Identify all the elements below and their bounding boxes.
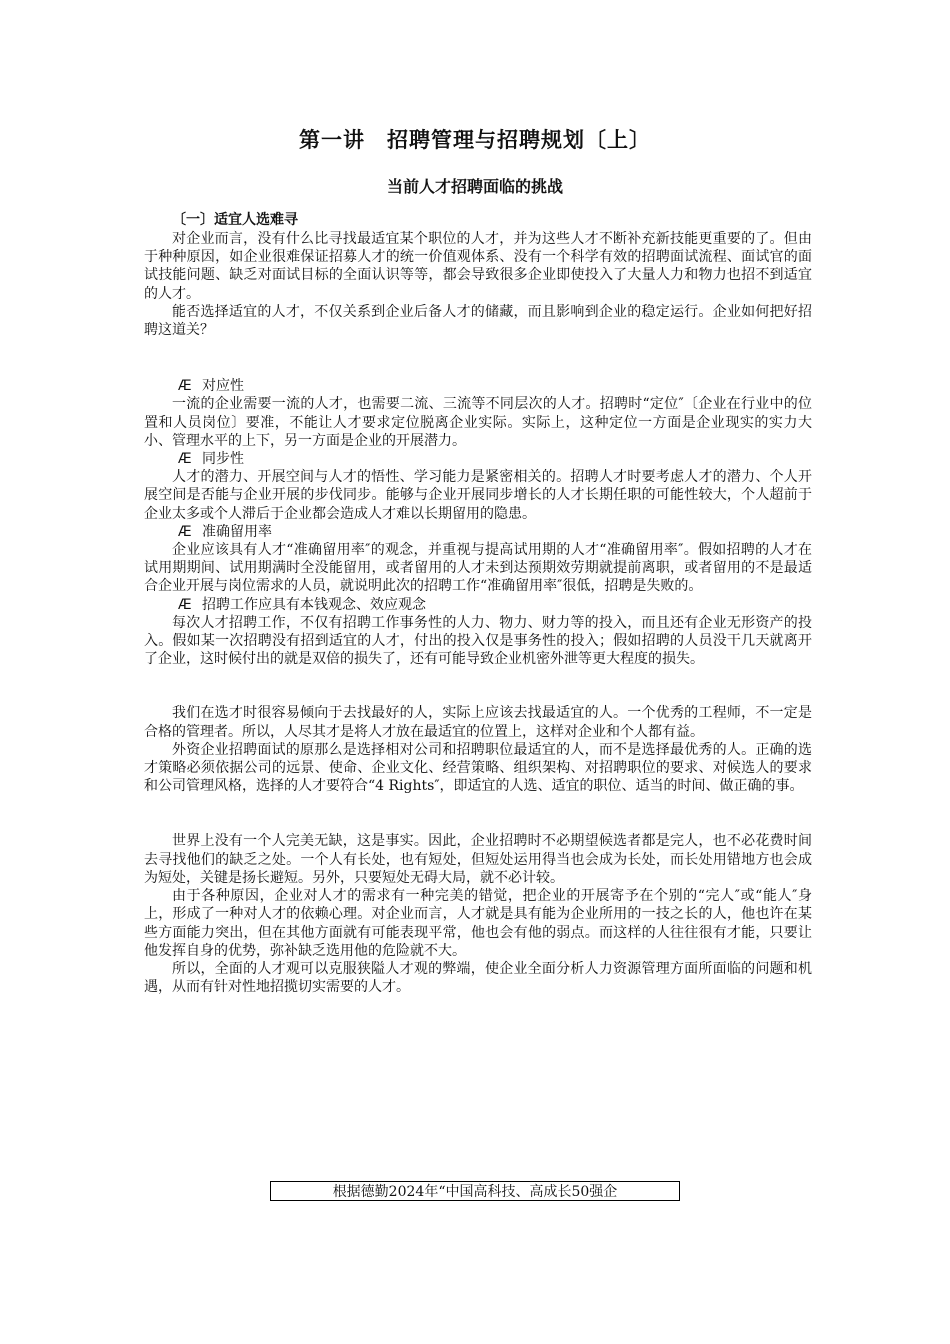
spacer (144, 668, 812, 704)
bullet-label: 对应性 (202, 378, 244, 395)
paragraph: 由于各种原因，企业对人才的需求有一种完美的错觉，把企业的开展寄予在个别的“完人″或“能人″身上，形成了一种对人才的依赖心理。对企业而言，人才就是具有能为企业所用的一技之长的人，他也许在某些方面能力突出，但在其他方面就有可能表现平常，他也会有他的弱点。而这样的人往往很有才能，只要让他发挥自身的优势，弥补缺乏选用他的危险就不大。 (144, 888, 812, 959)
bullet-symbol: Æ (178, 523, 192, 540)
bullet-symbol: Æ (178, 378, 192, 395)
spacer (144, 795, 812, 832)
bullet-symbol: Æ (178, 451, 192, 468)
paragraph: 能否选择适宜的人才，不仅关系到企业后备人才的储藏，而且影响到企业的稳定运行。企业如何把好招聘这道关？ (144, 303, 812, 339)
paragraph: 每次人才招聘工作，不仅有招聘工作事务性的人力、物力、财力等的投入，而且还有企业无形资产的投入。假如某一次招聘没有招到适宜的人才，付出的投入仅是事务性的投入；假如招聘的人员没干几天就离开了企业，这时候付出的就是双倍的损失了，还有可能导致企业机密外泄等更大程度的损失。 (144, 614, 812, 668)
paragraph: 企业应该具有人才“准确留用率″的观念，并重视与提高试用期的人才“准确留用率″。假如招聘的人才在试用期期间、试用期满时全没能留用，或者留用的人才未到达预期效劳期就提前离职，或者留用的不是最适合企业开展与岗位需求的人员，就说明此次的招聘工作“准确留用率″很低，招聘是失败的。 (144, 542, 812, 595)
document-body (144, 210, 812, 996)
paragraph: 我们在选才时很容易倾向于去找最好的人，实际上应该去找最适宜的人。一个优秀的工程师，不一定是合格的管理者。所以，人尽其才是将人才放在最适宜的位置上，这样对企业和个人都有益。 (144, 705, 812, 740)
bullet-heading (178, 450, 812, 468)
page-subtitle: 当前人才招聘面临的挑战 (386, 177, 563, 196)
paragraph: 所以，全面的人才观可以克服狭隘人才观的弊端，使企业全面分析人力资源管理方面所面临的问题和机遇，从而有针对性地招揽切实需要的人才。 (144, 960, 812, 996)
bullet-heading (178, 596, 812, 614)
paragraph: 一流的企业需要一流的人才，也需要二流、三流等不同层次的人才。招聘时“定位″〔企业在行业中的位置和人员岗位〕要准，不能让人才要求定位脱离企业实际。实际上，这种定位一方面是企业现实的实力大小、管理水平的上下，另一方面是企业的开展潜力。 (144, 396, 812, 449)
page-title: 第一讲 招聘管理与招聘规划〔上〕 (299, 128, 651, 152)
paragraph: 对企业而言，没有什么比寻找最适宜某个职位的人才，并为这些人才不断补充新技能更重要的了。但由于种种原因，如企业很难保证招募人才的统一价值观体系、没有一个科学有效的招聘面试流程、面试官的面试技能问题、缺乏对面试目标的全面认识等等，都会导致很多企业即使投入了大量人力和物力也招不到适宜的人才。 (144, 231, 812, 302)
paragraph: 外资企业招聘面试的原那么是选择相对公司和招聘职位最适宜的人，而不是选择最优秀的人。正确的选才策略必须依据公司的远景、使命、企业文化、经营策略、组织架构、对招聘职位的要求、对候选人的要求和公司管理风格，选择的人才要符合“4 Rights″，即适宜的人选、适宜的职位、适当的时间、做正确的事。 (144, 741, 812, 795)
bullet-symbol: Æ (178, 596, 192, 613)
bullet-heading (178, 523, 812, 541)
spacer (144, 339, 812, 377)
boxed-text: 根据德勤2024年“中国高科技、高成长50强企 (270, 1181, 680, 1201)
bullet-label: 准确留用率 (202, 523, 272, 540)
paragraph: 世界上没有一个人完美无缺，这是事实。因此，企业招聘时不必期望候选者都是完人，也不必花费时间去寻找他们的缺乏之处。一个人有长处，也有短处，但短处运用得当也会成为长处，而长处用错地方也会成为短处，关键是扬长避短。另外，只要短处无碍大局，就不必计较。 (144, 833, 812, 886)
paragraph: 人才的潜力、开展空间与人才的悟性、学习能力是紧密相关的。招聘人才时要考虑人才的潜力、个人开展空间是否能与企业开展的步伐同步。能够与企业开展同步增长的人才长期任职的可能性较大，个人超前于企业太多或个人滞后于企业都会造成人才难以长期留用的隐患。 (144, 469, 812, 522)
bullet-heading (178, 377, 812, 395)
bullet-label: 同步性 (202, 451, 244, 468)
bullet-label: 招聘工作应具有本钱观念、效应观念 (202, 596, 426, 613)
section-heading: 〔一〕适宜人选难寻 (172, 212, 298, 228)
